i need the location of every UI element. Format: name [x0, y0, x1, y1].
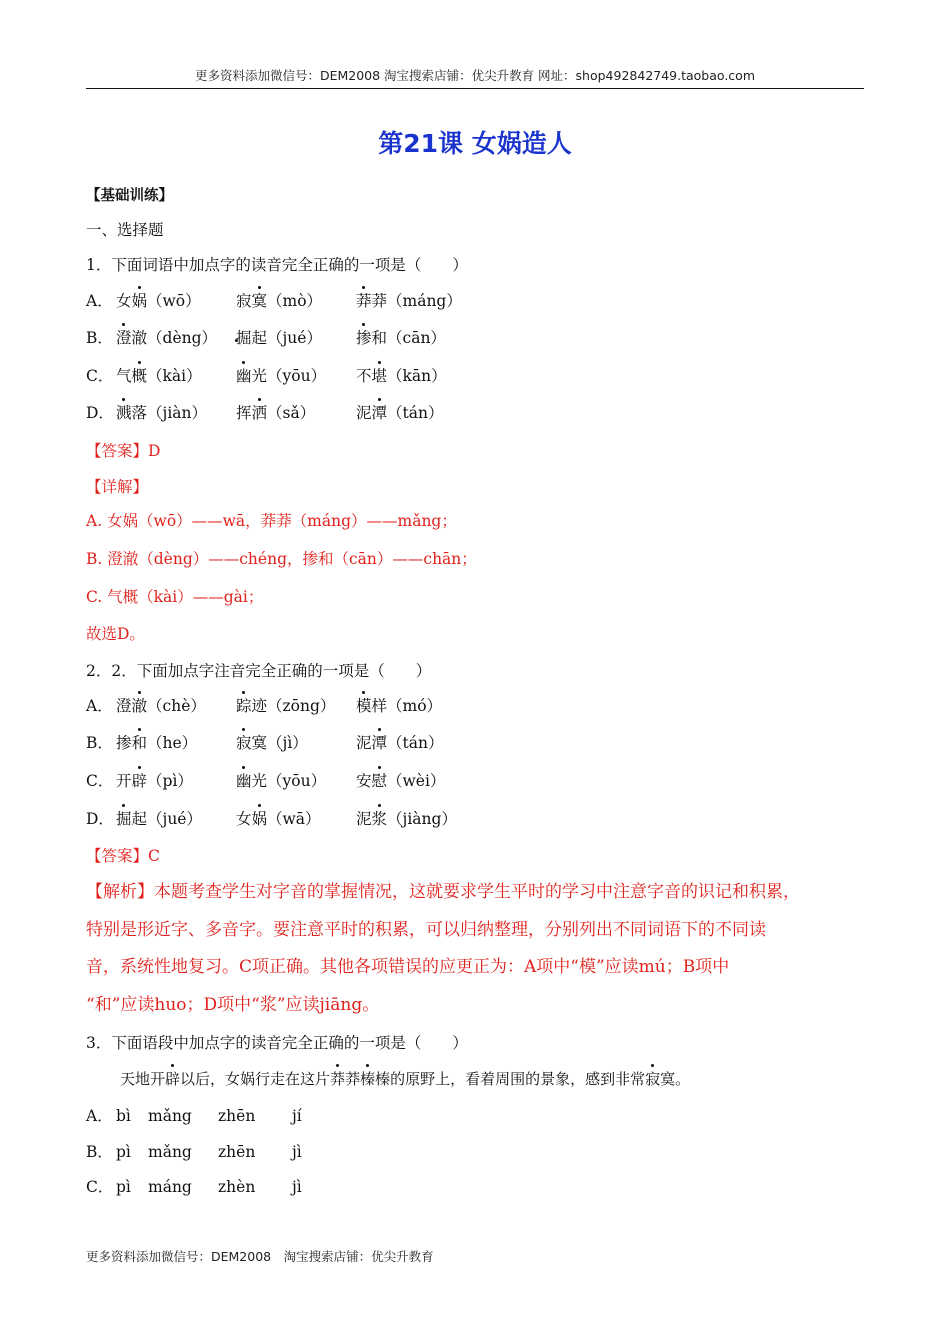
- option-pinyin: mǎng: [148, 1107, 192, 1125]
- option-word: 泥潭（tán）: [356, 734, 444, 752]
- option-label: B．: [86, 329, 113, 347]
- option-word: 莽莽（máng）: [356, 292, 462, 310]
- option-label: D．: [86, 404, 114, 422]
- option-row: [86, 402, 114, 424]
- option-pinyin: zhēn: [218, 1143, 256, 1161]
- page-title: 第21课 女娲造人: [378, 129, 572, 158]
- option-row: [86, 365, 113, 387]
- option-row: [86, 695, 113, 717]
- option-pinyin: mǎng: [148, 1143, 192, 1161]
- option-label: D．: [86, 810, 114, 828]
- option-word: 挥洒（sǎ）: [236, 404, 316, 422]
- option-word: 寂寞（mò）: [236, 292, 323, 310]
- q2-analysis-line-4: “和”应读huo；D项中“浆”应读jiāng。: [86, 995, 380, 1015]
- option-label: A．: [86, 292, 113, 310]
- q2-analysis-line-2: 特别是形近字、多音字。要注意平时的积累，可以归纳整理，分别列出不同词语下的不同读: [86, 920, 766, 940]
- option-label: C．: [86, 772, 114, 790]
- q2-answer: 【答案】C: [86, 847, 160, 865]
- option-word: 气概（kài）: [116, 367, 202, 385]
- option-pinyin: zhèn: [218, 1178, 256, 1196]
- q2-analysis-line-3: 音，系统性地复习。C项正确。其他各项错误的应更正为：A项中“模”应读mú；B项中: [86, 957, 730, 977]
- option-label: B．: [86, 1143, 113, 1161]
- q1-conclusion: 故选D。: [86, 625, 145, 643]
- option-row: [86, 808, 114, 830]
- page-header: 更多资料添加微信号：DEM2008 淘宝搜索店铺：优尖升教育 网址：shop492842749.taobao.com: [86, 66, 864, 89]
- option-word: 不堪（kān）: [356, 367, 447, 385]
- option-word: 掘起（jué）: [116, 810, 202, 828]
- option-word: 寂寞（jì）: [236, 734, 308, 752]
- option-pinyin: máng: [148, 1178, 192, 1196]
- part-heading: 一、选择题: [86, 221, 164, 239]
- option-label: C．: [86, 1178, 114, 1196]
- option-word: 掺和（cān）: [356, 329, 446, 347]
- option-row: [86, 327, 113, 349]
- option-pinyin: bì: [116, 1107, 131, 1125]
- option-word: 幽光（yōu）: [236, 367, 327, 385]
- q3-stem: 3．下面语段中加点字的读音完全正确的一项是（ ）: [86, 1034, 468, 1052]
- option-pinyin: pì: [116, 1178, 131, 1196]
- q1-detail-label: 【详解】: [86, 478, 149, 496]
- option-label: C．: [86, 367, 114, 385]
- option-word: 泥潭（tán）: [356, 404, 444, 422]
- option-pinyin: jì: [292, 1178, 302, 1196]
- option-word: 幽光（yōu）: [236, 772, 327, 790]
- page-footer: 更多资料添加微信号：DEM2008 淘宝搜索店铺：优尖升教育: [86, 1249, 434, 1264]
- q1-detail-a: A. 女娲（wō）——wā，莽莽（máng）——mǎng；: [86, 512, 457, 530]
- option-label: A．: [86, 697, 113, 715]
- option-word: 澄澈（dèng）: [116, 329, 218, 347]
- q1-stem: 1．下面词语中加点字的读音完全正确的一项是（ ）: [86, 256, 468, 274]
- option-word: 掘起（jué）: [236, 329, 322, 347]
- option-word: 女娲（wā）: [236, 810, 321, 828]
- option-row: [86, 732, 113, 754]
- option-word: 踪迹（zōng）: [236, 697, 336, 715]
- q1-detail-b: B. 澄澈（dèng）——chéng，掺和（cān）——chān；: [86, 550, 477, 568]
- q3-passage: 天地开辟以后，女娲行走在这片莽莽榛榛的原野上，看着周围的景象，感到非常寂寞。: [120, 1070, 691, 1088]
- option-word: 开辟（pì）: [116, 772, 193, 790]
- option-row: [86, 770, 113, 792]
- option-word: 溅落（jiàn）: [116, 404, 208, 422]
- option-word: 模样（mó）: [356, 697, 443, 715]
- q1-detail-c: C. 气概（kài）——gài；: [86, 588, 264, 606]
- option-label: B．: [86, 734, 113, 752]
- option-word: 澄澈（chè）: [116, 697, 206, 715]
- option-pinyin: jí: [292, 1107, 302, 1125]
- option-pinyin: jì: [292, 1143, 302, 1161]
- section-heading: 【基础训练】: [86, 188, 173, 204]
- option-word: 掺和（he）: [116, 734, 198, 752]
- option-pinyin: pì: [116, 1143, 131, 1161]
- q2-analysis-line-1: 【解析】本题考查学生对字音的掌握情况，这就要求学生平时的学习中注意字音的识记和积累，: [86, 882, 800, 902]
- option-word: 泥浆（jiàng）: [356, 810, 457, 828]
- option-row: [86, 290, 113, 312]
- option-label: A．: [86, 1107, 113, 1125]
- option-pinyin: zhēn: [218, 1107, 256, 1125]
- option-word: 安慰（wèi）: [356, 772, 446, 790]
- option-word: 女娲（wō）: [116, 292, 201, 310]
- q1-answer: 【答案】D: [86, 442, 161, 460]
- q2-stem: 2．2．下面加点字注音完全正确的一项是（ ）: [86, 662, 432, 680]
